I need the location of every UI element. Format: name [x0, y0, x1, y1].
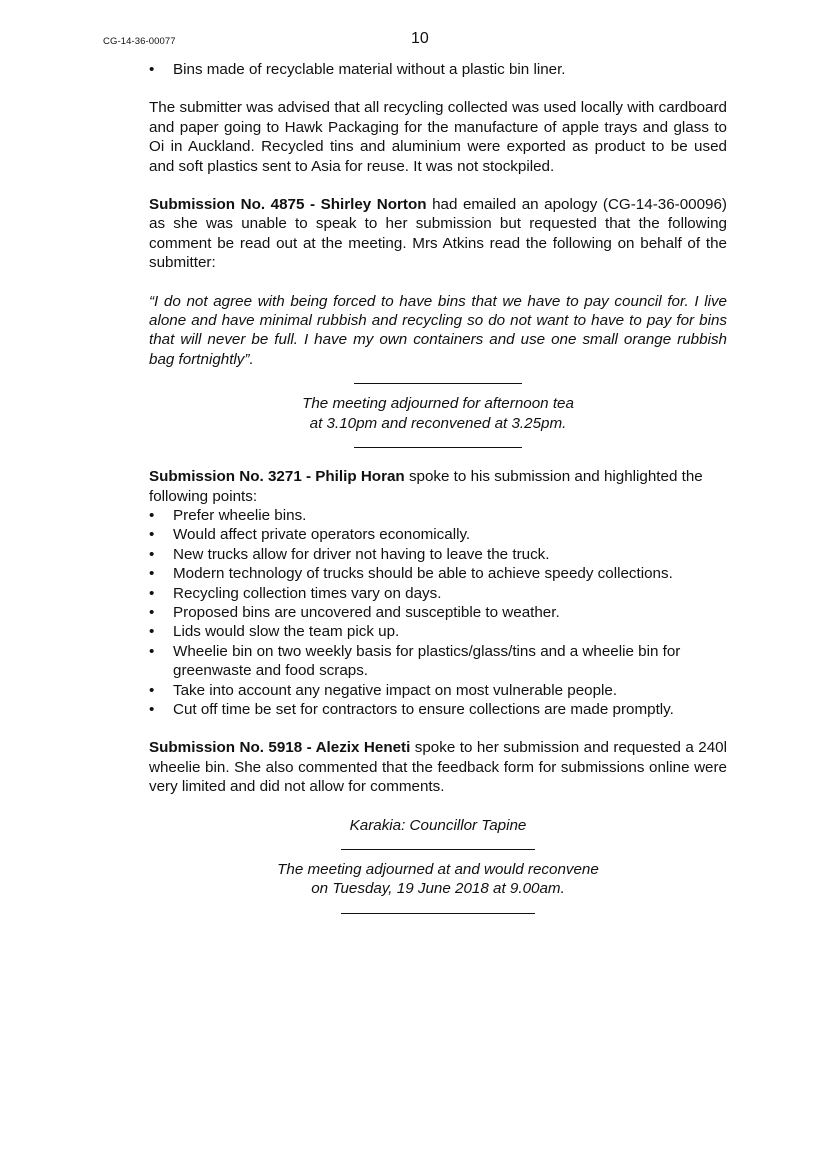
bullet-icon: •: [149, 642, 155, 660]
list-item: • Would affect private operators economically.: [149, 526, 471, 544]
bullet-icon: •: [149, 623, 155, 641]
list-item: • Proposed bins are uncovered and susceptible to weather.: [149, 603, 560, 621]
page-number: 10: [411, 30, 429, 47]
list-item: • Take into account any negative impact on most vulnerable people.: [149, 681, 618, 699]
submission-5918-text: spoke to her submission and requested a 240l wheelie bin. She also commented that the feedback form for submissions online were very limited and did not allow for comments.: [149, 739, 727, 796]
submission-5918-paragraph: [149, 738, 727, 796]
list-item: • Recycling collection times vary on days.: [149, 584, 442, 602]
submission-5918-heading: Submission No. 5918 - Alezix Heneti: [149, 739, 411, 757]
bullet-icon: •: [149, 584, 155, 602]
recycling-paragraph: The submitter was advised that all recycling collected was used locally with cardboard and paper going to Hawk Packaging for the manufacture of apple trays and glass to Oi in Auckland. Recycled tins and aluminium were exported as product to be used and soft plastics sent to Asia for reuse. It was not stockpiled.: [149, 99, 727, 175]
submission-3271-points: [149, 506, 727, 719]
document-reference: CG-14-36-00077: [103, 36, 176, 47]
adjournment-tea-notice: The meeting adjourned for afternoon tea at 3.10pm and reconvened at 3.25pm.: [302, 395, 574, 432]
bullet-icon: •: [149, 565, 155, 583]
divider-line: [341, 899, 535, 914]
submission-4875-heading: Submission No. 4875 - Shirley Norton: [149, 196, 427, 214]
bullet-icon: •: [149, 603, 155, 621]
divider-line: [354, 369, 522, 384]
divider-line: [341, 835, 535, 850]
submission-3271-text: spoke to his submission and highlighted the following points:: [149, 468, 703, 505]
list-item: • Cut off time be set for contractors to ensure collections are made promptly.: [149, 700, 674, 718]
bullet-icon: •: [149, 61, 155, 78]
list-item: • Lids would slow the team pick up.: [149, 623, 400, 641]
bullet-icon: •: [149, 506, 155, 524]
top-bullet-list: [149, 60, 727, 79]
list-item: • Wheelie bin on two weekly basis for plastics/glass/tins and a wheelie bin for greenwaste and food scraps.: [149, 642, 681, 680]
list-item: • Bins made of recyclable material without a plastic bin liner.: [149, 61, 566, 78]
list-item: • Prefer wheelie bins.: [149, 506, 307, 524]
bullet-icon: •: [149, 526, 155, 544]
submission-4875-text: had emailed an apology (CG-14-36-00096) as she was unable to speak to her submission but requested that the following comment be read out at the meeting. Mrs Atkins read the following on behalf of the submitter:: [149, 196, 727, 272]
submission-3271-heading: Submission No. 3271 - Philip Horan: [149, 468, 405, 486]
list-item: • Modern technology of trucks should be able to achieve speedy collections.: [149, 565, 673, 583]
bullet-icon: •: [149, 545, 155, 563]
divider-line: [354, 433, 522, 448]
karakia-line: Karakia: Councillor Tapine: [349, 816, 527, 834]
adjournment-final-notice: The meeting adjourned at and would reconvene on Tuesday, 19 June 2018 at 9.00am.: [277, 861, 599, 898]
bullet-icon: •: [149, 681, 155, 699]
list-item: • New trucks allow for driver not having to leave the truck.: [149, 545, 550, 563]
submission-3271-paragraph: [149, 467, 727, 506]
submitter-quote: “I do not agree with being forced to have bins that we have to pay council for. I live alone and have minimal rubbish and recycling so do not want to have to pay for bins that will never be full. I have my own containers and use one small orange rubbish bag fortnightly”.: [149, 292, 727, 368]
bullet-icon: •: [149, 700, 155, 718]
page-content: [149, 60, 727, 914]
submission-4875-paragraph: [149, 195, 727, 273]
